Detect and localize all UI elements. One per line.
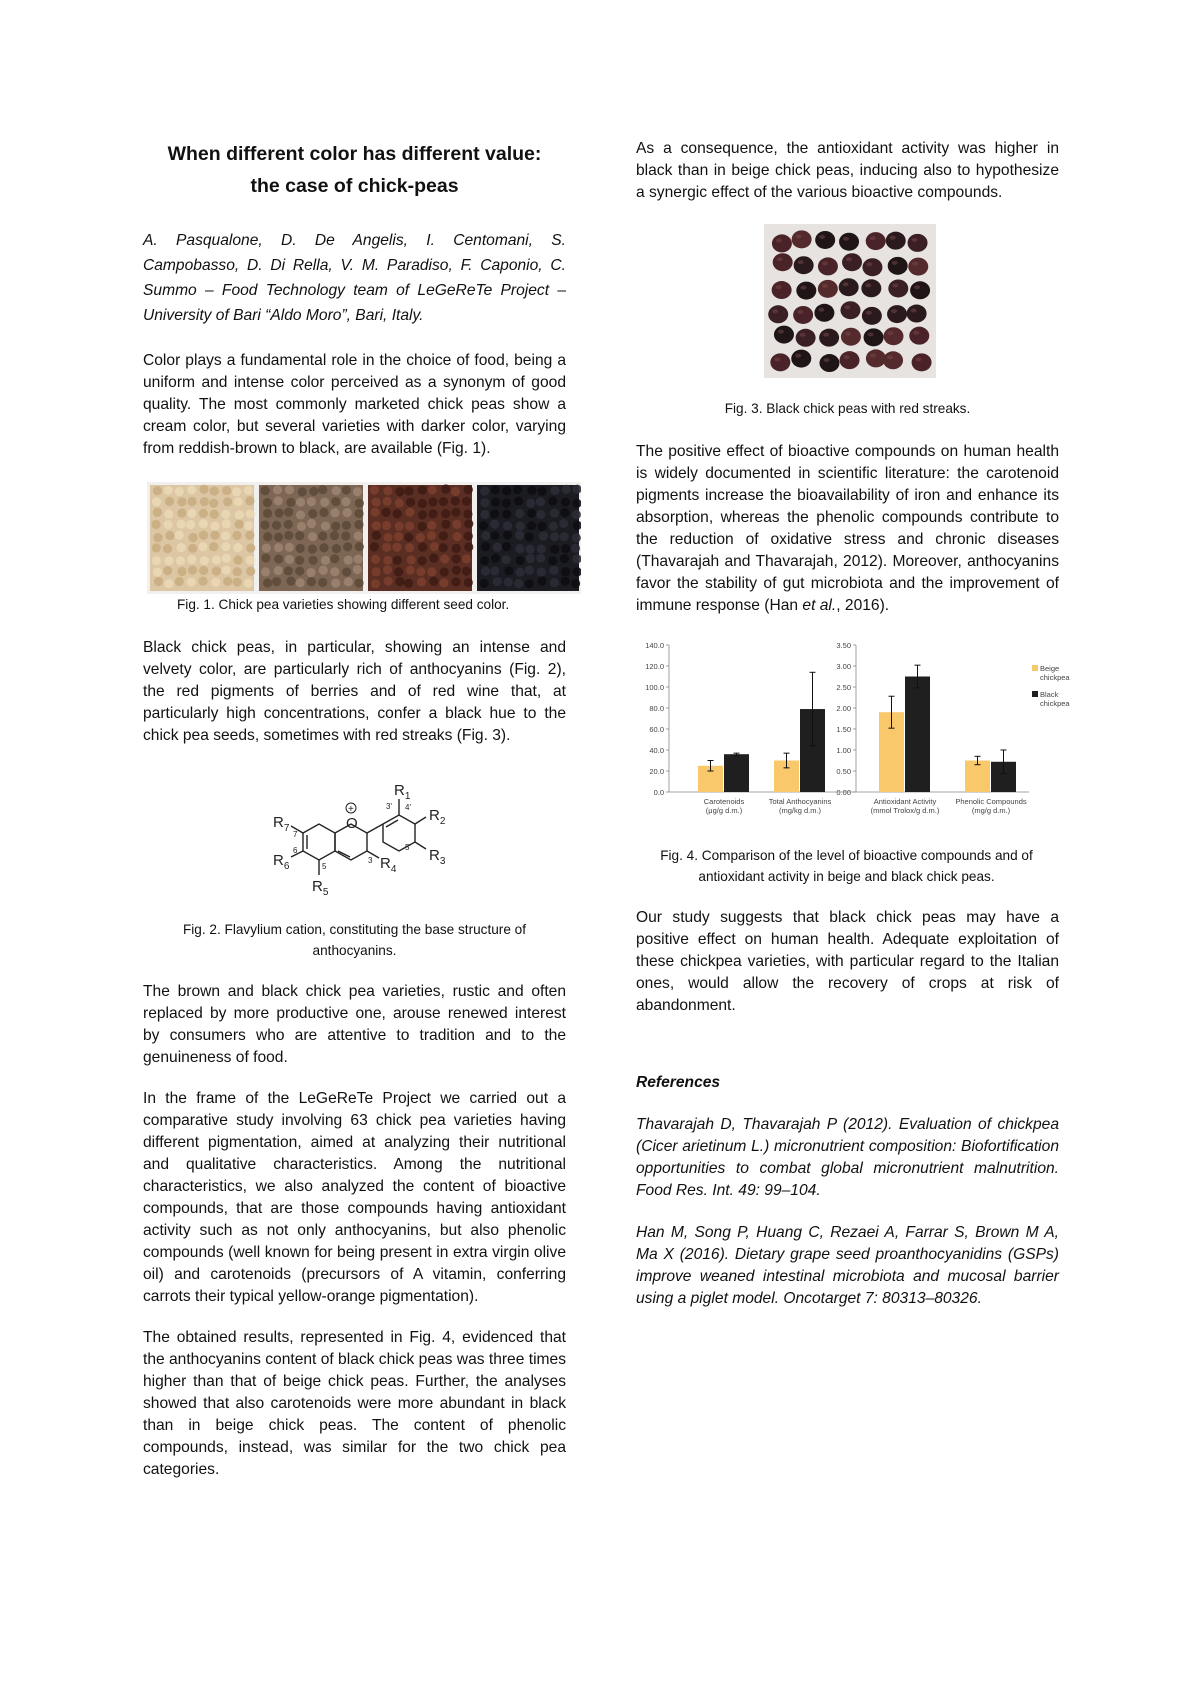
y-tick-label: 60.0 <box>649 725 664 734</box>
references-heading: References <box>636 1074 721 1091</box>
y-tick-label: 40.0 <box>649 746 664 755</box>
paragraph-varieties: The brown and black chick pea varieties, rustic and often replaced by more productive one, arouse renewed interest by consumers who are attentive to tradition and to the genuineness of food. <box>143 983 566 1066</box>
bar <box>724 754 749 792</box>
x-category-label: Total Anthocyanins <box>768 797 832 806</box>
figure-3-caption: Fig. 3. Black chick peas with red streaks. <box>724 401 971 416</box>
paragraph-intro: Color plays a fundamental role in the choice of food, being a uniform and intense color perceived as a synonym of good quality. The most commonly marketed chick peas show a cream color, but several varieties with darker color, varying from reddish-brown to black, are available (Fig. 1). <box>143 352 566 457</box>
paragraph-results: The obtained results, represented in Fig. 4, evidenced that the anthocyanins content of black chick peas was three times higher than that of beige chick peas. Further, the analyses showed that also carotenoids were more abundant in black than in beige chick peas. The content of phenolic compounds, instead, was similar for the two chick pea categories. <box>143 1329 566 1478</box>
oxygen-label: O <box>346 815 358 832</box>
r7-label: $R_7$ <box>273 814 290 834</box>
figure-2-caption: Fig. 2. Flavylium cation, constituting the base structure of anthocyanins. <box>182 922 527 958</box>
y-tick-label: 0.0 <box>653 788 664 797</box>
legend-swatch <box>1032 691 1038 697</box>
r3-label: $R_3$ <box>429 847 446 867</box>
left-column <box>143 138 566 1481</box>
y-tick-label: 120.0 <box>645 662 664 671</box>
pos-5prime: 5' <box>405 843 411 852</box>
legend-label: chickpea <box>1040 699 1070 708</box>
y-tick-label: 100.0 <box>645 683 664 692</box>
figure-4-caption-line-2: antioxidant activity in beige and black chick peas. <box>698 869 995 884</box>
bar <box>905 677 930 793</box>
pos-3prime: 3' <box>386 802 392 811</box>
y-tick-label: 3.00 <box>836 662 851 671</box>
paragraph-black-chickpeas: Black chick peas, in particular, showing an intense and velvety color, are particularly rich of anthocyanins (Fig. 2), the red pigments of berries and of red wine that, at particularly high concentrations, confer a black hue to the chick pea seeds, sometimes with red streaks (Fig. 3). <box>143 639 566 744</box>
r2-label: $R_2$ <box>429 807 446 827</box>
chickpea-varieties-photo <box>147 482 581 594</box>
legend-label: Black <box>1040 690 1059 699</box>
pos-5: 5 <box>322 862 327 871</box>
page-title <box>143 138 566 202</box>
paragraph-health <box>636 441 1059 617</box>
y-tick-label: 0.00 <box>836 788 851 797</box>
paragraph-antioxidant: As a consequence, the antioxidant activity was higher in black than in beige chick peas, inducing also to hypothesize a synergic effect of the various bioactive compounds. <box>636 140 1059 201</box>
y-tick-label: 2.00 <box>836 704 851 713</box>
r1-label: $R_1$ <box>394 782 411 802</box>
figure-2 <box>143 765 566 961</box>
plus-charge-label: + <box>348 804 354 815</box>
y-tick-label: 0.50 <box>836 767 851 776</box>
black-chickpeas-photo <box>764 224 936 378</box>
figure-4 <box>634 635 1070 887</box>
y-tick-label: 1.50 <box>836 725 851 734</box>
et-al: et al. <box>802 597 837 614</box>
figure-1-caption: Fig. 1. Chick pea varieties showing different seed color. <box>177 597 510 612</box>
pos-3: 3 <box>368 856 373 865</box>
x-category-label: Carotenoids <box>703 797 745 806</box>
paragraph-health-end: , 2016). <box>836 597 890 614</box>
paragraph-study: In the frame of the LeGeReTe Project we carried out a comparative study involving 63 chick pea varieties having different pigmentation, aimed at analyzing their nutritional and qualitative characteristics. Among the nutritional characteristics, we also analyzed the content of bioactive compounds, that are those compounds having antioxidant activity such as not only anthocyanins, but also phenolic compounds (well known for being present in extra virgin olive oil) and carotenoids (precursors of A vitamin, conferring carrots their typical yellow-orange pigmentation). <box>143 1090 566 1305</box>
r4-label: $R_4$ <box>380 855 397 875</box>
r5-label: $R_5$ <box>312 878 329 898</box>
reference-2: Han M, Song P, Huang C, Rezaei A, Farrar S, Brown M A, Ma X (2016). Dietary grape seed proanthocyanidins (GSPs) improve weaned intestinal microbiota and mucosal barrier using a piglet model. Oncotarget 7: 80313–80326. <box>636 1224 1059 1307</box>
title-line-1: When different color has different value: <box>167 143 542 165</box>
authors: A. Pasqualone, D. De Angelis, I. Centomani, S. Campobasso, D. Di Rella, V. M. Paradiso, F. Caponio, C. Summo – Food Technology team of LeGeReTe Project – University of Bari “Aldo Moro”, Bari, Italy. <box>143 232 566 324</box>
figure-3 <box>636 224 1059 419</box>
y-tick-label: 2.50 <box>836 683 851 692</box>
x-category-label: (μg/g d.m.) <box>705 806 743 815</box>
x-category-label: Antioxidant Activity <box>873 797 937 806</box>
bar <box>965 761 990 793</box>
x-category-label: (mg/kg d.m.) <box>778 806 822 815</box>
legend-label: chickpea <box>1040 673 1070 682</box>
bioactive-compounds-chart <box>634 635 1074 827</box>
ring-a <box>303 824 335 860</box>
x-category-label: (mmol Trolox/g d.m.) <box>870 806 940 815</box>
figure-4-caption <box>634 845 1059 887</box>
y-tick-label: 1.00 <box>836 746 851 755</box>
pos-4prime: 4' <box>405 803 411 812</box>
x-category-label: (mg/g d.m.) <box>971 806 1011 815</box>
pos-6: 6 <box>293 846 298 855</box>
pos-7: 7 <box>293 830 298 839</box>
y-tick-label: 20.0 <box>649 767 664 776</box>
reference-1: Thavarajah D, Thavarajah P (2012). Evaluation of chickpea (Cicer arietinum L.) micronutrient composition: Biofortification opportunities to combat global micronutrient malnutrition. Food Res. Int. 49: 99–104. <box>636 1116 1059 1199</box>
legend-swatch <box>1032 665 1038 671</box>
y-tick-label: 80.0 <box>649 704 664 713</box>
flavylium-structure-diagram <box>143 765 566 915</box>
y-tick-label: 3.50 <box>836 641 851 650</box>
title-line-2: the case of chick-peas <box>250 175 459 197</box>
figure-4-caption-line-1: Fig. 4. Comparison of the level of bioactive compounds and of <box>660 848 1033 863</box>
legend-label: Beige <box>1040 664 1060 673</box>
r6-label: $R_6$ <box>273 852 290 872</box>
right-column <box>636 138 1070 1310</box>
x-category-label: Phenolic Compounds <box>955 797 1027 806</box>
paragraph-health-text: The positive effect of bioactive compounds on human health is widely documented in scientific literature: the carotenoid pigments increase the bioavailability of iron and enhance its absorption, whereas the phenolic compounds contribute to the reduction of oxidative stress and chronic diseases (Thavarajah and Thavarajah, 2012). Moreover, anthocyanins favor the stability of gut microbiota and the improvement of immune response (Han <box>636 443 1059 614</box>
figure-1 <box>147 482 566 615</box>
paragraph-conclusion: Our study suggests that black chick peas may have a positive effect on human health. Adequate exploitation of these chickpea varieties, with particular regard to the Italian ones, would allow the recovery of crops at risk of abandonment. <box>636 909 1059 1014</box>
y-tick-label: 140.0 <box>645 641 664 650</box>
